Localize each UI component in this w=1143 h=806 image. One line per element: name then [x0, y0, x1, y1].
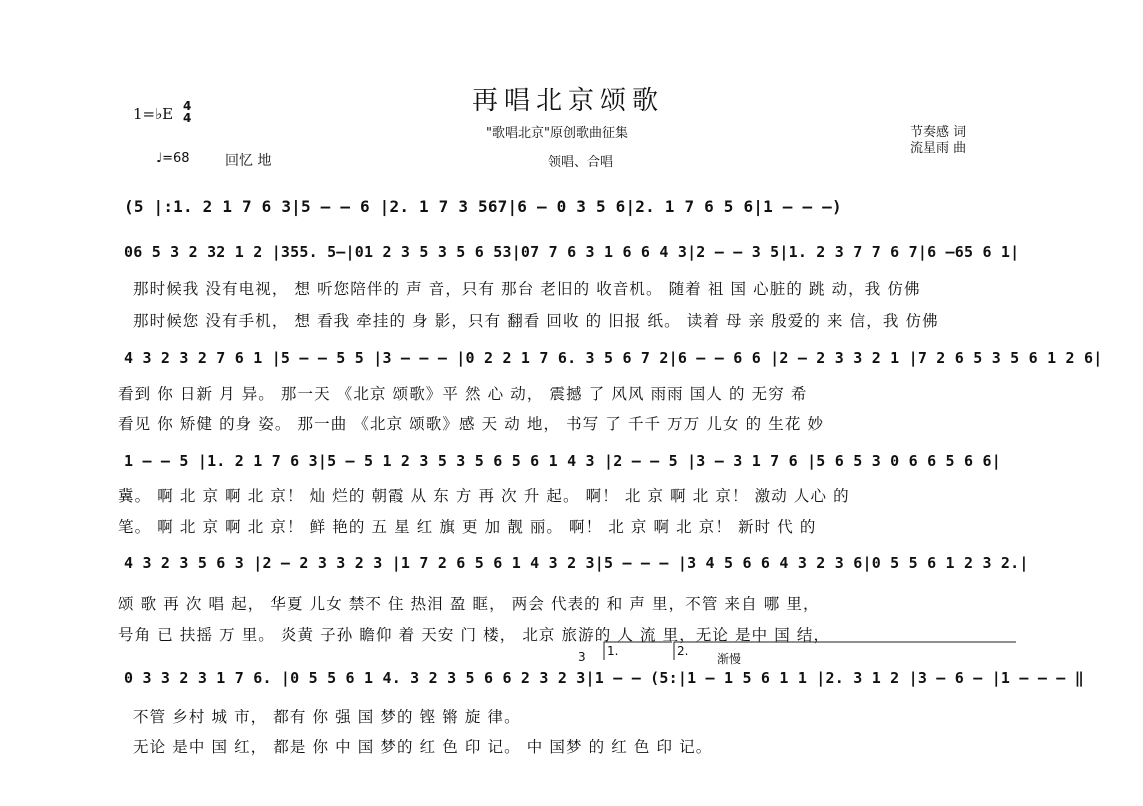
time-signature	[183, 100, 191, 124]
performance-mode: 领唱、合唱	[548, 155, 614, 170]
composer-credit: 流星雨 曲	[910, 141, 967, 156]
lyric-line-9: 不管 乡村 城 市， 都有 你 强 国 梦的 铿 锵 旋 律。	[133, 708, 521, 726]
lyric-line-8: 号角 已 扶摇 万 里。 炎黄 子孙 瞻仰 着 天安 门 楼， 北京 旅游的 人 流 里，无论 是中 国 结，	[118, 626, 831, 644]
lyric-line-4: 看见 你 矫健 的身 姿。 那一曲 《北京 颂歌》感 天 动 地， 书写 了 千千 万万 儿女 的 生花 妙	[118, 415, 825, 433]
notation-line-3: 4 3 2 3 2 7 6 1 |5 – – 5 5 |3 – – – |0 2 2 1 7 6. 3 5 6 7 2|6 – – 6 6 |2 – 2 3 3 2 1 |7 2 6 5 3 5 6 1 2 6|	[124, 349, 1103, 367]
lyric-line-3: 看到 你 日新 月 异。 那一天 《北京 颂歌》平 然 心 动， 震撼 了 风风 雨雨 国人 的 无穷 希	[118, 385, 808, 403]
ritardando-mark: 渐慢	[717, 652, 742, 666]
volta-brackets	[600, 640, 1020, 660]
time-top: 4	[183, 99, 192, 113]
lyric-line-5: 冀。 啊 北 京 啊 北 京！ 灿 烂的 朝霞 从 东 方 再 次 升 起。 啊！ 北 京 啊 北 京！ 激动 人心 的	[118, 487, 850, 505]
notation-line-5: 4 3 2 3 5 6 3 |2 – 2 3 3 2 3 |1 7 2 6 5 6 1 4 3 2 3|5 – – – |3 4 5 6 6 4 3 2 3 6|0 5 5 6 1 2 3 2.|	[124, 554, 1029, 572]
lyric-line-1: 那时候我 没有电视， 想 听您陪伴的 声 音，只有 那台 老旧的 收音机。 随着 祖 国 心脏的 跳 动，我 仿佛	[133, 280, 921, 298]
volta-1-label: 1.	[607, 644, 619, 658]
volta-2-bracket	[674, 642, 1016, 660]
time-bottom: 4	[183, 111, 192, 125]
notation-line-1: (5 |:1. 2 1 7 6 3|5 – – 6 |2. 1 7 3 567|6 – 0 3 5 6|2. 1 7 6 5 6|1 – – –)	[124, 197, 842, 216]
tempo-mark: ♩=68	[156, 151, 190, 166]
volta-2-label: 2.	[677, 644, 689, 658]
lyric-line-2: 那时候您 没有手机， 想 看我 牵挂的 身 影，只有 翻看 回收 的 旧报 纸。 读着 母 亲 殷爱的 来 信，我 仿佛	[133, 312, 939, 330]
volta-1-bracket	[604, 642, 672, 660]
lyric-line-7: 颂 歌 再 次 唱 起， 华夏 儿女 禁不 住 热泪 盈 眶， 两会 代表的 和 声 里，不管 来自 哪 里，	[118, 595, 820, 613]
song-subtitle: "歌唱北京"原创歌曲征集	[486, 126, 628, 141]
song-title: 再唱北京颂歌	[472, 86, 665, 116]
expression-mark: 回忆 地	[225, 153, 272, 169]
lyric-line-10: 无论 是中 国 红， 都是 你 中 国 梦的 红 色 印 记。 中 国梦 的 红 色 印 记。	[133, 738, 713, 756]
key-signature: 1=♭E	[133, 105, 174, 123]
triplet-mark: 3	[578, 650, 586, 664]
notation-line-2: 06 5 3 2 32 1 2 |355. 5–|01 2 3 5 3 5 6 53|07 7 6 3 1 6 6 4 3|2 – – 3 5|1. 2 3 7 7 6 7|6 –65 6 1|	[124, 243, 1020, 261]
lyric-line-6: 笔。 啊 北 京 啊 北 京！ 鲜 艳的 五 星 红 旗 更 加 靓 丽。 啊！ 北 京 啊 北 京！ 新时 代 的	[118, 518, 817, 536]
notation-line-4: 1 – – 5 |1. 2 1 7 6 3|5 – 5 1 2 3 5 3 5 6 5 6 1 4 3 |2 – – 5 |3 – 3 1 7 6 |5 6 5 3 0 6 6 5 6 6|	[124, 452, 1001, 470]
notation-line-6: 0 3 3 2 3 1 7 6. |0 5 5 6 1 4. 3 2 3 5 6 6 2 3 2 3|1 – – (5:|1 – 1 5 6 1 1 |2. 3 1 2 |3 – 6 – |1 – – – ‖	[124, 669, 1084, 687]
lyricist-credit: 节奏感 词	[910, 125, 967, 140]
